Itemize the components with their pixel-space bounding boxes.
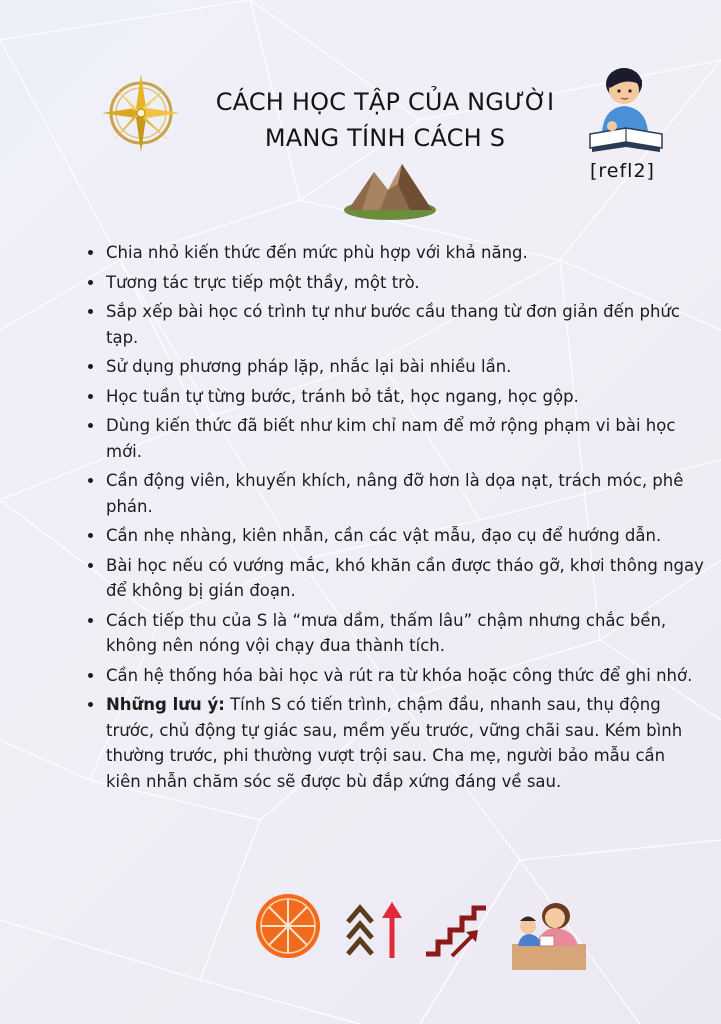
note-text: Tính S có tiến trình, chậm đầu, nhanh sau, thụ động trước, chủ động tự giác sau, mềm yếu trước, vững chãi sau. Kém bình thường trước, phi thường vượt trội sau. Cha mẹ, người bảo mẫu cần kiên nhẫn chăm sóc sẽ được bù đắp xứng đáng về sau. bbox=[106, 695, 683, 791]
list-item: • Cần động viên, khuyến khích, nâng đỡ hơn là dọa nạt, trách móc, phê phán. bbox=[105, 468, 705, 519]
list-item: • Học tuần tự từng bước, tránh bỏ tắt, học ngang, học gộp. bbox=[105, 384, 705, 410]
list-item: • Sắp xếp bài học có trình tự như bước cầu thang từ đơn giản đến phức tạp. bbox=[105, 299, 705, 350]
learning-tips-list bbox=[80, 240, 705, 798]
page-title bbox=[190, 84, 580, 156]
note-label: Những lưu ý: bbox=[106, 695, 225, 714]
list-item: • Sử dụng phương pháp lặp, nhắc lại bài nhiều lần. bbox=[105, 354, 705, 380]
list-item: • Tương tác trực tiếp một thầy, một trò. bbox=[105, 270, 705, 296]
note-item bbox=[105, 692, 705, 794]
compass-icon bbox=[100, 72, 182, 154]
list-item: • Cần nhẹ nhàng, kiên nhẫn, cần các vật mẫu, đạo cụ để hướng dẫn. bbox=[105, 523, 705, 549]
title-line-2: MANG TÍNH CÁCH S bbox=[264, 124, 506, 152]
reading-boy-icon bbox=[588, 62, 664, 158]
list-item: • Bài học nếu có vướng mắc, khó khăn cần được tháo gỡ, khơi thông ngay để không bị gián đoạn. bbox=[105, 553, 705, 604]
list-item: • Cách tiếp thu của S là “mưa dầm, thấm lâu” chậm nhưng chắc bền, không nên nóng vội chạy đua thành tích. bbox=[105, 608, 705, 659]
reference-label: [refl2] bbox=[590, 160, 655, 182]
title-line-1: CÁCH HỌC TẬP CỦA NGƯỜI bbox=[215, 88, 555, 116]
list-item: • Chia nhỏ kiến thức đến mức phù hợp với khả năng. bbox=[105, 240, 705, 266]
list-item: • Dùng kiến thức đã biết như kim chỉ nam để mở rộng phạm vi bài học mới. bbox=[105, 413, 705, 464]
list-item: • Cần hệ thống hóa bài học và rút ra từ khóa hoặc công thức để ghi nhớ. bbox=[105, 663, 705, 689]
mountain-icon bbox=[340, 160, 440, 222]
